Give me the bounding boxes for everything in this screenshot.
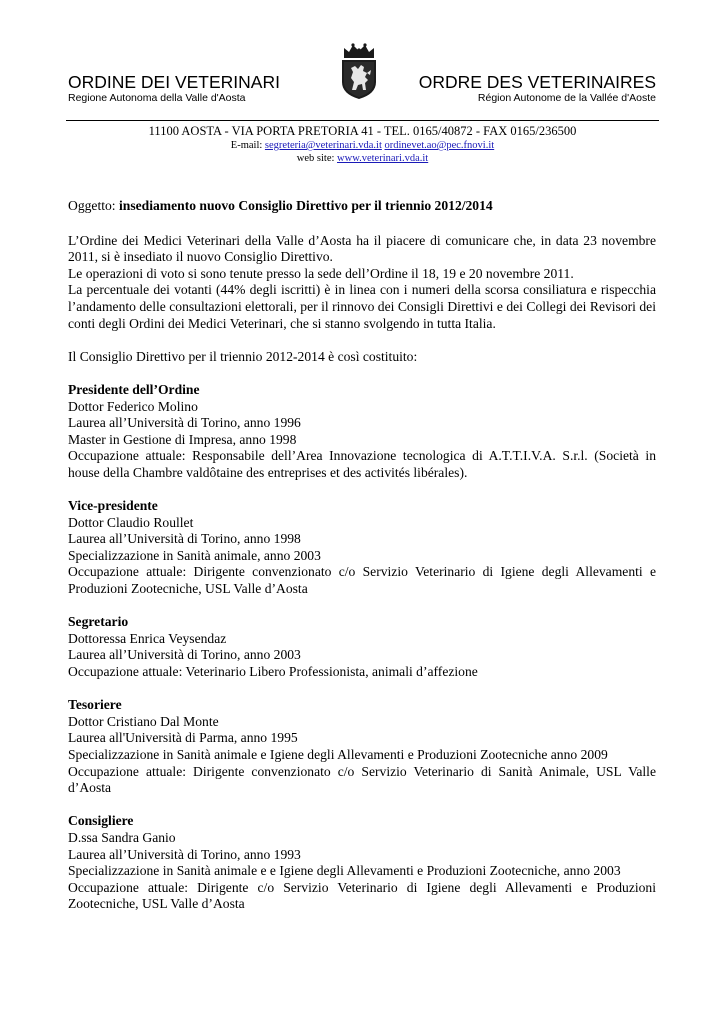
- header-right: [419, 72, 656, 105]
- email-line: [66, 139, 659, 152]
- intro-paragraph-2: Le operazioni di voto si sono tenute presso la sede dell’Ordine il 18, 19 e 20 novembre 2011.: [68, 265, 574, 281]
- member-name: Dottor Cristiano Dal Monte: [68, 713, 219, 729]
- region-french: Région Autonome de la Vallée d'Aoste: [477, 92, 656, 104]
- member-detail: Master in Gestione di Impresa, anno 1998: [68, 431, 297, 447]
- member-name: D.ssa Sandra Ganio: [68, 829, 176, 845]
- member-treasurer: [68, 697, 656, 797]
- email-link-segreteria[interactable]: segreteria@veterinari.vda.it: [264, 140, 382, 151]
- member-occupation: Occupazione attuale: Dirigente convenzionato c/o Servizio Veterinario di Sanità Animale, USL Valle d’Aosta: [68, 763, 656, 796]
- subject-line: [68, 198, 656, 215]
- member-role: Presidente dell’Ordine: [68, 381, 200, 397]
- intro-paragraph-1: L’Ordine dei Medici Veterinari della Valle d’Aosta ha il piacere di comunicare che, in data 23 novembre 2011, si è insediato il nuovo Consiglio Direttivo.: [68, 232, 656, 265]
- intro-paragraph-4: Il Consiglio Direttivo per il triennio 2012-2014 è così costituito:: [68, 348, 418, 364]
- member-name: Dottor Federico Molino: [68, 398, 198, 414]
- intro-paragraph-3: La percentuale dei votanti (44% degli iscritti) è in linea con i numeri della scorsa consiliatura e rispecchia l’andamento delle consultazioni elettorali, per il rinnovo dei Consigli Direttivi e dei Collegi dei Revisori dei conti degli Ordini dei Medici Veterinari, che si stanno svolgendo in tutta Italia.: [68, 282, 656, 331]
- member-name: Dottoressa Enrica Veysendaz: [68, 630, 227, 646]
- header-divider: [66, 120, 659, 121]
- member-occupation: Occupazione attuale: Veterinario Libero Professionista, animali d’affezione: [68, 664, 478, 680]
- member-occupation: Occupazione attuale: Responsabile dell’Area Innovazione tecnologica di A.T.T.I.V.A. S.r.l. (Società in house della Chambre valdôtaine des entreprises et des activités libérales).: [68, 448, 656, 480]
- address-block: [66, 124, 659, 165]
- member-name: Dottor Claudio Roullet: [68, 514, 194, 530]
- member-occupation: Occupazione attuale: Dirigente c/o Servizio Veterinario di Igiene degli Allevamenti e Produzioni Zootecniche, USL Valle d’Aosta: [68, 879, 656, 912]
- member-detail: Laurea all’Università di Torino, anno 1996: [68, 415, 301, 431]
- member-role: Tesoriere: [68, 697, 122, 713]
- website-line: [66, 152, 659, 165]
- member-vice-president: [68, 498, 656, 598]
- letter-body: [68, 198, 656, 913]
- member-detail: Laurea all’Università di Torino, anno 1998: [68, 531, 301, 547]
- email-label: E-mail:: [230, 140, 263, 151]
- member-detail: Specializzazione in Sanità animale e Igiene degli Allevamenti e Produzioni Zootecniche anno 2009: [68, 747, 608, 762]
- region-italian: Regione Autonoma della Valle d'Aosta: [68, 92, 246, 104]
- member-secretary: [68, 614, 656, 680]
- email-link-pec[interactable]: ordinevet.ao@pec.fnovi.it: [384, 140, 495, 151]
- header-left: [68, 72, 280, 105]
- member-role: Vice-presidente: [68, 498, 158, 514]
- website-link[interactable]: www.veterinari.vda.it: [337, 153, 429, 164]
- org-title-italian: ORDINE DEI VETERINARI: [68, 72, 280, 92]
- member-detail: Specializzazione in Sanità animale e e Igiene degli Allevamenti e Produzioni Zootecniche, anno 2003: [68, 863, 621, 879]
- member-detail: Specializzazione in Sanità animale, anno 2003: [68, 547, 321, 563]
- member-occupation: Occupazione attuale: Dirigente convenzionato c/o Servizio Veterinario di Igiene degli Allevamenti e Produzioni Zootecniche, USL Valle d’Aosta: [68, 564, 656, 597]
- member-detail: Laurea all'Università di Parma, anno 1995: [68, 730, 298, 746]
- website-label: web site:: [296, 153, 335, 164]
- coat-of-arms-icon: [340, 42, 378, 100]
- member-councillor: [68, 813, 656, 913]
- subject-label: Oggetto:: [68, 198, 116, 213]
- member-president: [68, 382, 656, 482]
- member-detail: Laurea all’Università di Torino, anno 2003: [68, 647, 301, 663]
- member-role: Consigliere: [68, 813, 134, 829]
- member-detail: Laurea all’Università di Torino, anno 1993: [68, 846, 301, 862]
- subject-text: insediamento nuovo Consiglio Direttivo per il triennio 2012/2014: [118, 198, 493, 213]
- postal-address: 11100 AOSTA - VIA PORTA PRETORIA 41 - TEL. 0165/40872 - FAX 0165/236500: [148, 124, 577, 138]
- org-title-french: ORDRE DES VETERINAIRES: [418, 72, 656, 92]
- member-role: Segretario: [68, 614, 129, 630]
